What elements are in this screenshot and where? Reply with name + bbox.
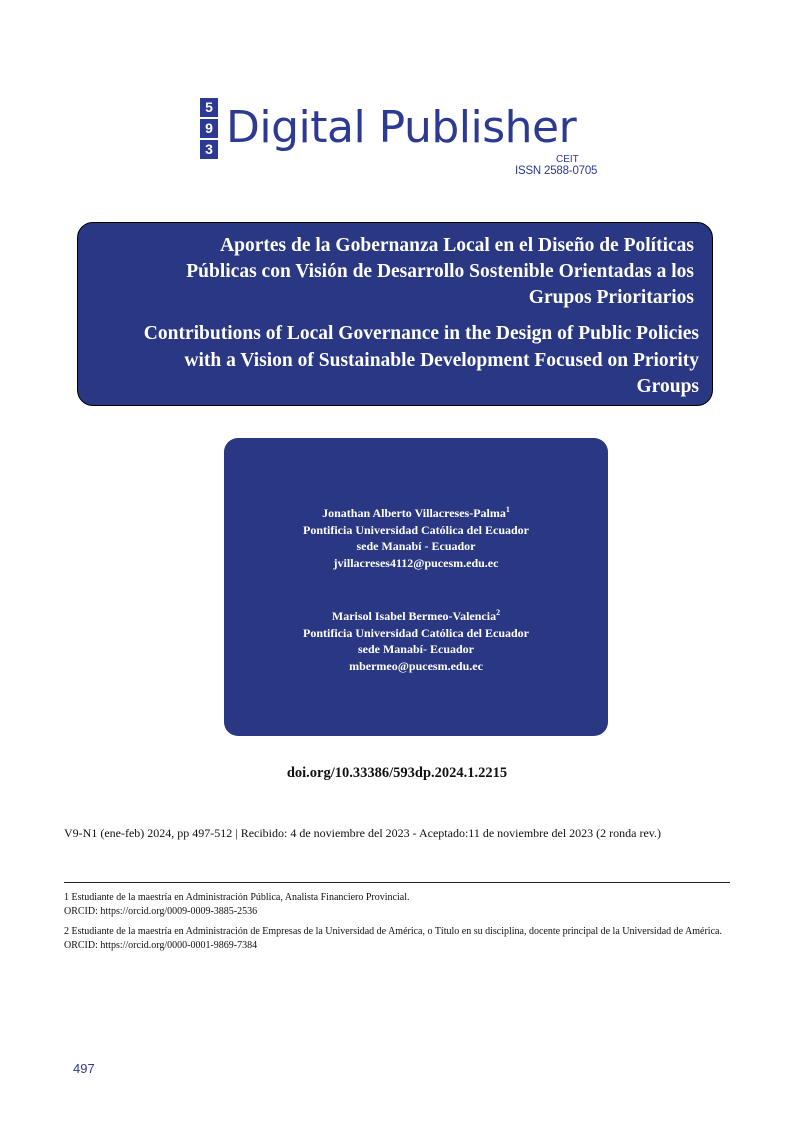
title-line: Groups: [636, 376, 699, 397]
footnote-ref: 2: [496, 608, 501, 617]
publication-dates: V9-N1 (ene-feb) 2024, pp 497-512 | Recibido: 4 de noviembre del 2023 - Aceptado:11 de noviembre del 2023 (2 ronda rev.): [64, 826, 662, 840]
author-name: Marisol Isabel Bermeo-Valencia$^2$: [331, 608, 501, 623]
issn: ISSN 2588-0705: [515, 165, 598, 177]
footnote: [64, 891, 734, 918]
footnote-text: 1 Estudiante de la maestría en Administración Pública, Analista Financiero Provincial.: [64, 892, 410, 903]
authors-box: [224, 438, 608, 736]
footnote: [64, 925, 734, 952]
author-email[interactable]: jvillacreses4112@pucesm.edu.ec: [333, 555, 499, 570]
title-line: Aportes de la Gobernanza Local en el Diseño de Políticas: [220, 235, 694, 256]
title-line: Públicas con Visión de Desarrollo Sostenible Orientadas a los: [186, 261, 694, 282]
page-number: 497: [73, 1061, 95, 1076]
title-spanish: [114, 233, 694, 311]
title-english: [79, 321, 699, 401]
logo-ceit: CEIT: [556, 154, 579, 165]
author-campus: sede Manabí - Ecuador: [356, 539, 476, 553]
logo-digit: 9: [200, 119, 218, 138]
author-name: Jonathan Alberto Villacreses-Palma$^1$: [322, 505, 510, 520]
journal-logo: [200, 98, 620, 180]
footnote-text: 2 Estudiante de la maestría en Administración de Empresas de la Universidad de América, o Título en su disciplina, docente principal de la Universidad de América.: [64, 926, 722, 937]
footnote-orcid[interactable]: ORCID: https://orcid.org/0000-0001-9869-7384: [64, 939, 258, 951]
logo-name: Digital Publisher: [226, 102, 577, 153]
footnote-divider: [64, 882, 730, 883]
logo-digit: 5: [200, 98, 218, 117]
title-line: with a Vision of Sustainable Development Focused on Priority: [184, 349, 699, 371]
author-affiliation: Pontificia Universidad Católica del Ecuador: [303, 625, 529, 640]
author-email[interactable]: mbermeo@pucesm.edu.ec: [349, 658, 483, 673]
title-line: Grupos Prioritarios: [528, 287, 694, 308]
footnote-ref: 1: [505, 505, 510, 514]
author-block: [224, 605, 608, 674]
author-campus: sede Manabí- Ecuador: [357, 642, 474, 656]
footnote-orcid[interactable]: ORCID: https://orcid.org/0009-0009-3885-2536: [64, 905, 258, 917]
doi-link[interactable]: doi.org/10.33386/593dp.2024.1.2215: [286, 765, 508, 781]
logo-digit: 3: [200, 140, 218, 159]
title-line: Contributions of Local Governance in the Design of Public Policies: [143, 323, 699, 344]
logo-digits: [200, 98, 218, 161]
author-block: [224, 502, 608, 571]
author-affiliation: Pontificia Universidad Católica del Ecuador: [303, 522, 529, 537]
title-box: [77, 222, 713, 406]
